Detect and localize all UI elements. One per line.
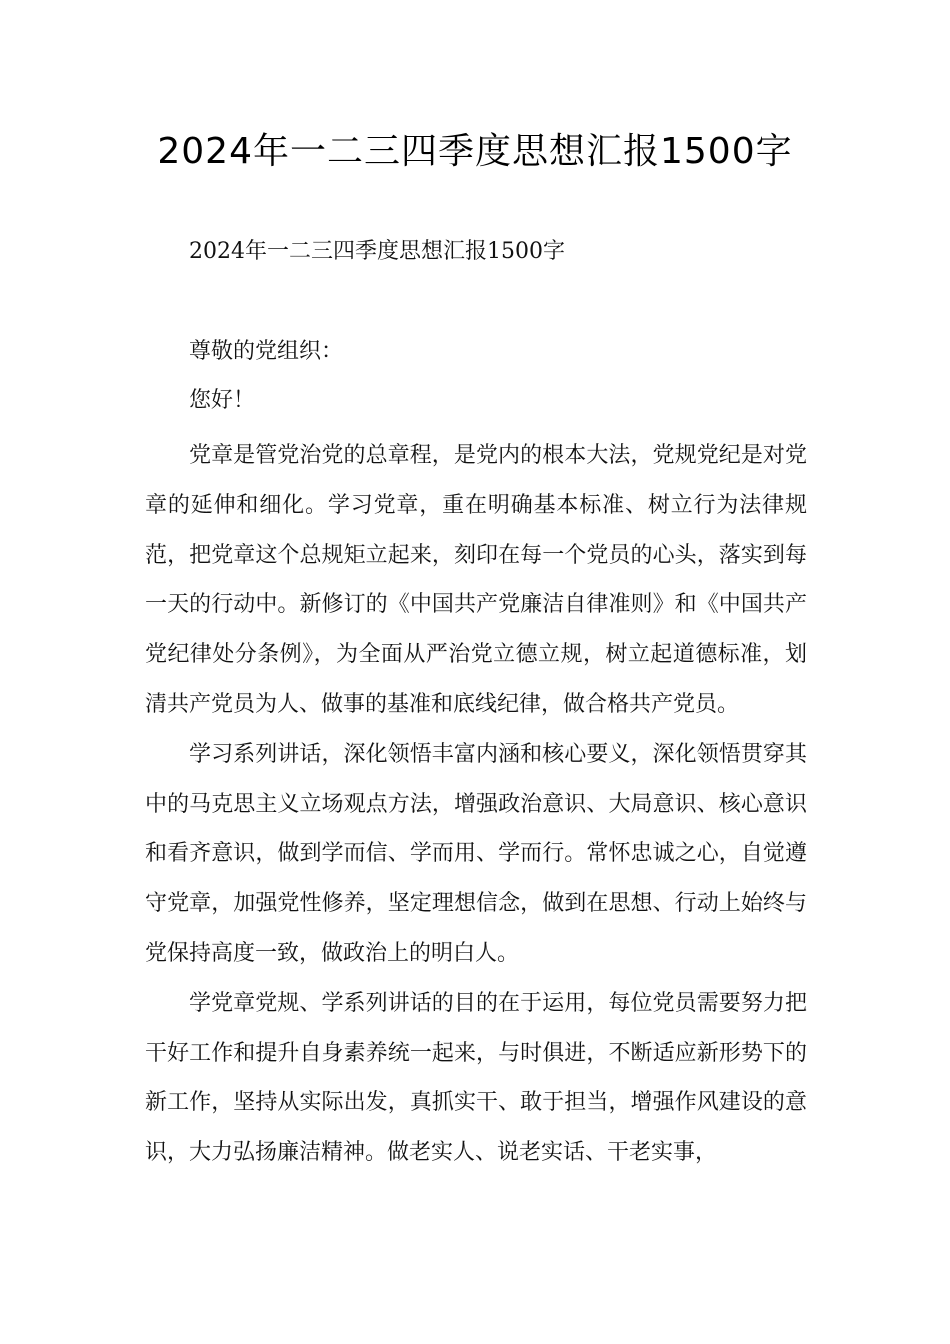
document-subtitle: 2024年一二三四季度思想汇报1500字 <box>189 239 565 264</box>
paragraph-application: 学党章党规、学系列讲话的目的在于运用，每位党员需要努力把干好工作和提升自身素养统一起来，与时俱进，不断适应新形势下的新工作，坚持从实际出发，真抓实干、敢于担当，增强作风建设的意识，大力弘扬廉洁精神。做老实人、说老实话、干老实事， <box>145 990 807 1166</box>
document-title: 2024年一二三四季度思想汇报1500字 <box>157 131 793 172</box>
paragraph-series-speeches: 学习系列讲话，深化领悟丰富内涵和核心要义，深化领悟贯穿其中的马克思主义立场观点方法，增强政治意识、大局意识、核心意识和看齐意识，做到学而信、学而用、学而行。常怀忠诚之心，自觉遵守党章，加强党性修养，坚定理想信念，做到在思想、行动上始终与党保持高度一致，做政治上的明白人。 <box>145 741 807 966</box>
paragraph-party-constitution: 党章是管党治党的总章程，是党内的根本大法，党规党纪是对党章的延伸和细化。学习党章，重在明确基本标准、树立行为法律规范，把党章这个总规矩立起来，刻印在每一个党员的心头，落实到每一天的行动中。新修订的《中国共产党廉洁自律准则》和《中国共产党纪律处分条例》，为全面从严治党立德立规，树立起道德标准，划清共产党员为人、做事的基准和底线纪律，做合格共产党员。 <box>145 443 807 717</box>
body-paragraphs <box>145 431 807 1178</box>
greeting: 您好！ <box>189 388 256 413</box>
salutation: 尊敬的党组织： <box>189 339 344 364</box>
